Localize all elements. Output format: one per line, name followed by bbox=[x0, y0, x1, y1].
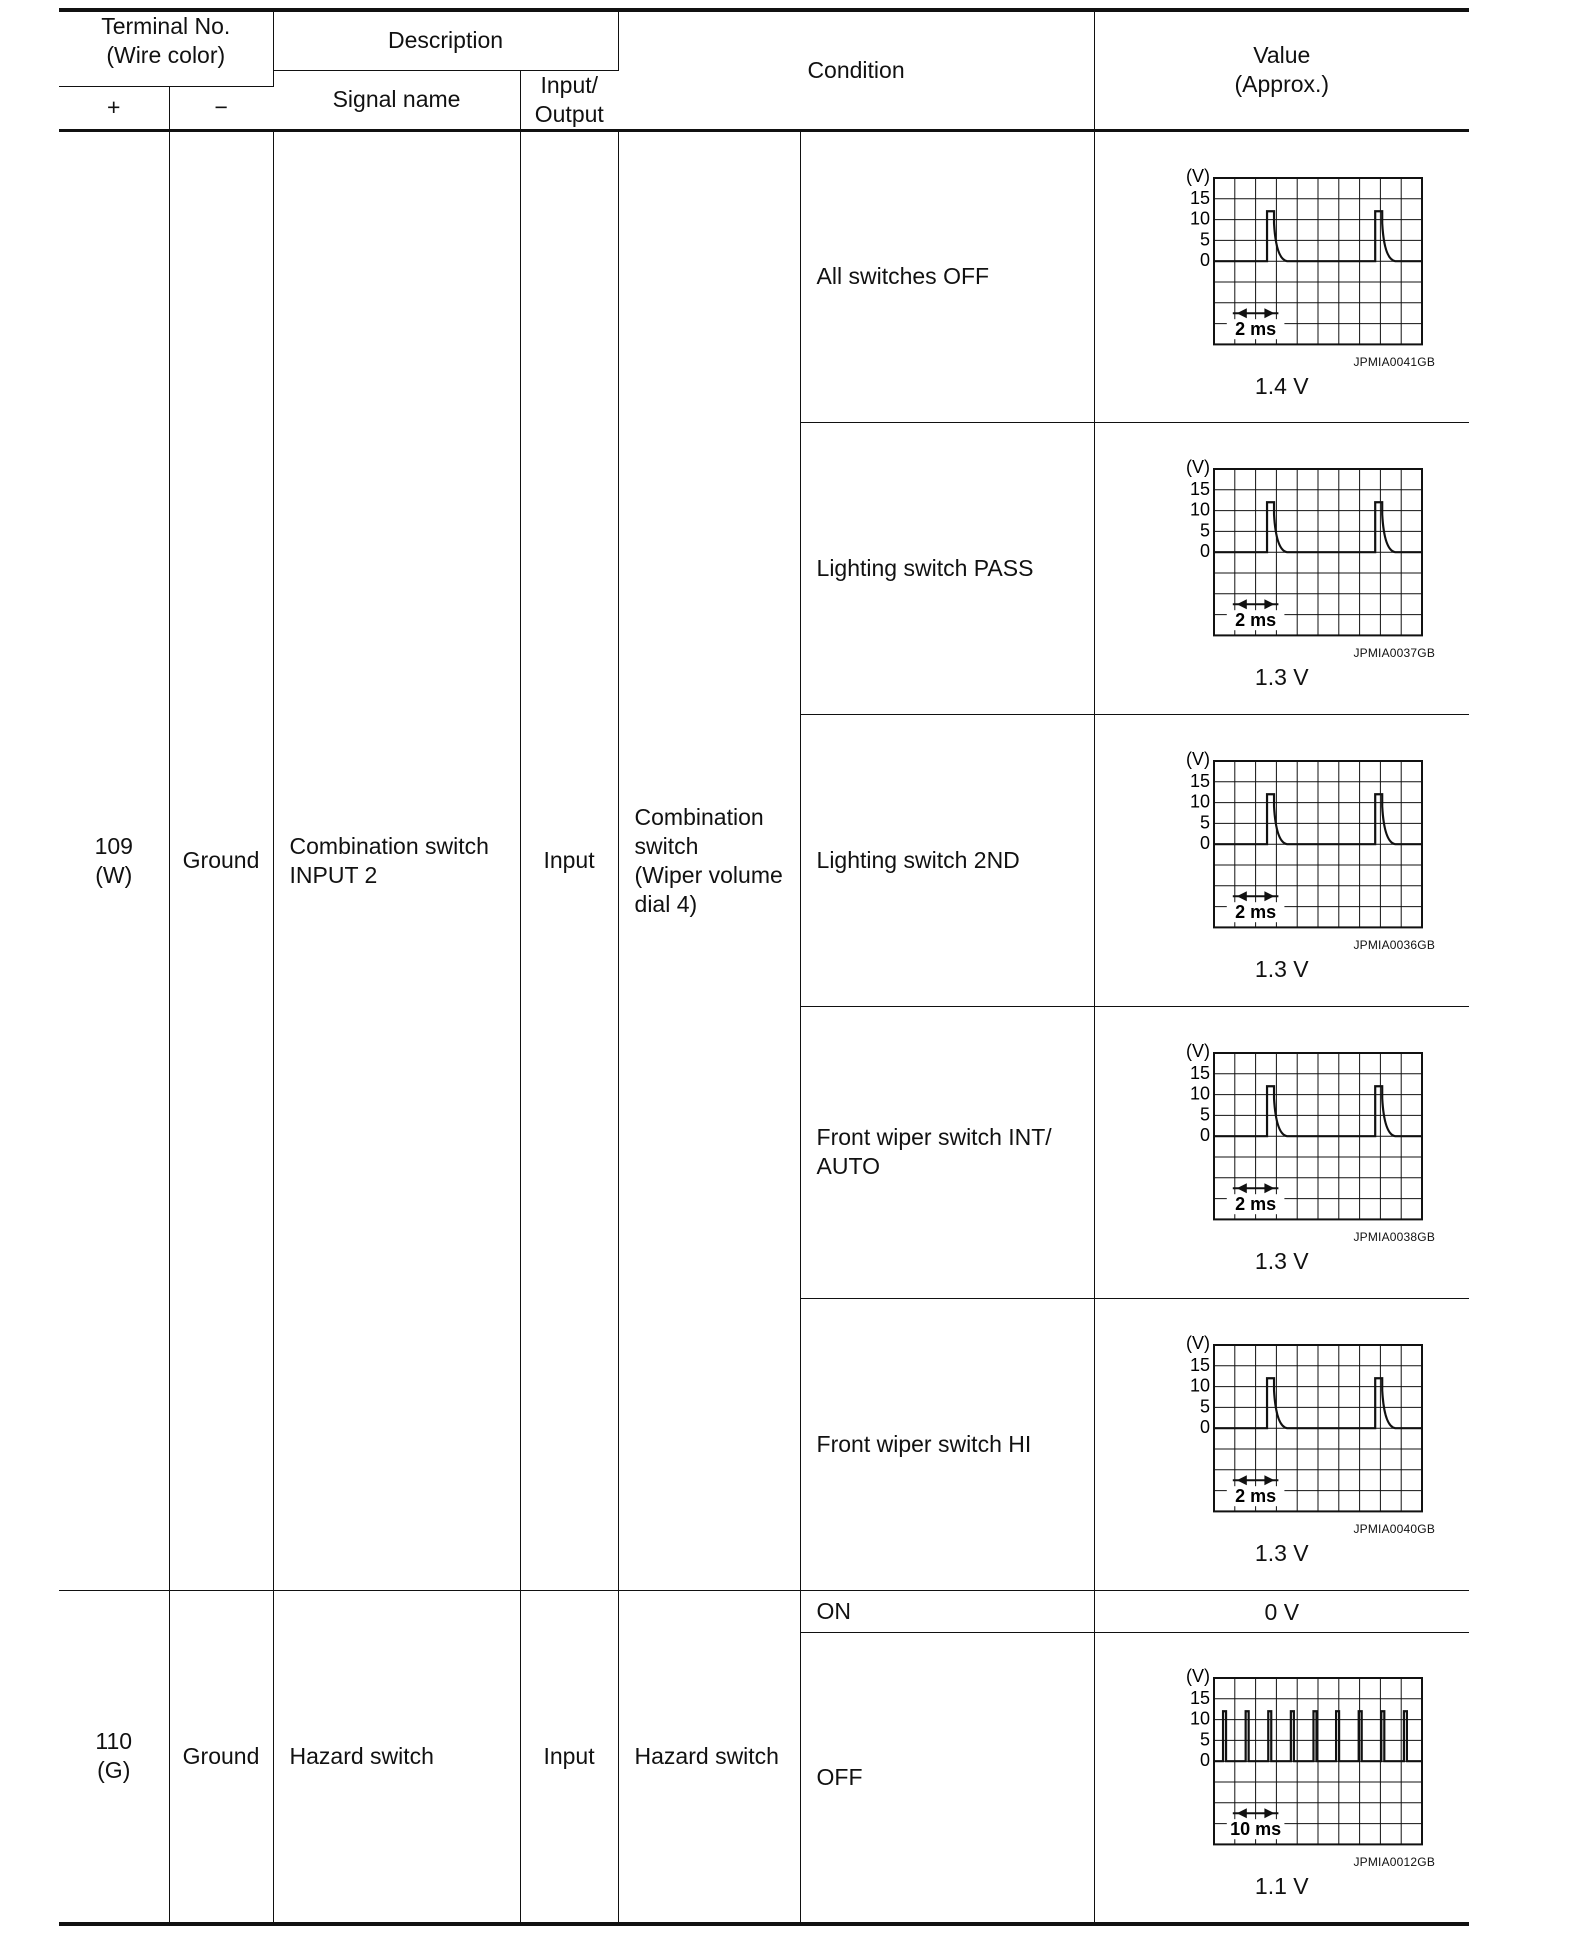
condition-109: Combination switch (Wiper volume dial 4) bbox=[618, 130, 800, 1590]
y-tick-label: 5 bbox=[1199, 520, 1210, 541]
sub-condition: OFF bbox=[800, 1632, 1094, 1924]
condition-110: Hazard switch bbox=[618, 1590, 800, 1924]
time-arrow-right bbox=[1264, 1475, 1274, 1485]
sub-condition: Front wiper switch HI bbox=[800, 1298, 1094, 1590]
y-tick-label: 15 bbox=[1189, 187, 1210, 208]
y-tick-label: 0 bbox=[1199, 1125, 1210, 1146]
value-cell bbox=[1094, 1632, 1469, 1924]
value-cell bbox=[1094, 714, 1469, 1006]
value-cell bbox=[1094, 1006, 1469, 1298]
y-tick-label: 10 bbox=[1189, 1708, 1210, 1729]
figure-code: JPMIA0038GB bbox=[1353, 1230, 1436, 1244]
waveform-chart bbox=[1132, 1029, 1432, 1229]
time-scale-label: 2 ms bbox=[1234, 318, 1276, 339]
y-tick-label: 10 bbox=[1189, 791, 1210, 812]
y-axis-label: (V) bbox=[1185, 1333, 1210, 1353]
time-scale-label: 2 ms bbox=[1234, 1486, 1276, 1507]
terminal-109: 109 (W) bbox=[59, 130, 169, 1590]
ground-110: Ground bbox=[169, 1590, 273, 1924]
time-scale-label: 2 ms bbox=[1234, 610, 1276, 631]
y-tick-label: 5 bbox=[1199, 1396, 1210, 1417]
y-tick-label: 0 bbox=[1199, 541, 1210, 562]
sub-condition: ON bbox=[800, 1590, 1094, 1632]
io-109: Input bbox=[520, 130, 618, 1590]
header-input-output: Input/ Output bbox=[520, 70, 618, 130]
y-axis-label: (V) bbox=[1185, 165, 1210, 186]
header-value: Value (Approx.) bbox=[1094, 10, 1469, 130]
ground-109: Ground bbox=[169, 130, 273, 1590]
header-minus: − bbox=[169, 87, 273, 130]
y-tick-label: 0 bbox=[1199, 1750, 1210, 1771]
time-arrow-right bbox=[1264, 891, 1274, 901]
waveform-chart bbox=[1132, 154, 1432, 354]
time-arrow-left bbox=[1237, 599, 1247, 609]
time-scale-label: 2 ms bbox=[1234, 902, 1276, 923]
y-axis-label: (V) bbox=[1185, 457, 1210, 477]
terminal-110: 110 (G) bbox=[59, 1590, 169, 1924]
y-tick-label: 0 bbox=[1199, 1417, 1210, 1438]
value-reading: 1.3 V bbox=[1254, 1248, 1309, 1274]
y-tick-label: 15 bbox=[1189, 1354, 1210, 1375]
y-tick-label: 0 bbox=[1199, 833, 1210, 854]
y-axis-label: (V) bbox=[1185, 1666, 1210, 1687]
terminal-spec-table bbox=[59, 8, 1469, 1926]
y-axis-label: (V) bbox=[1185, 749, 1210, 769]
figure-code: JPMIA0040GB bbox=[1353, 1522, 1436, 1536]
waveform-chart bbox=[1132, 1654, 1432, 1854]
sub-condition: Front wiper switch INT/ AUTO bbox=[800, 1006, 1094, 1298]
waveform-chart bbox=[1132, 445, 1432, 645]
header-condition: Condition bbox=[618, 10, 1094, 130]
value-reading: 1.3 V bbox=[1254, 1540, 1309, 1566]
value-reading: 1.4 V bbox=[1254, 372, 1309, 399]
y-tick-label: 15 bbox=[1189, 1062, 1210, 1083]
time-scale-label: 2 ms bbox=[1234, 1194, 1276, 1215]
y-tick-label: 10 bbox=[1189, 1375, 1210, 1396]
value-cell bbox=[1094, 422, 1469, 714]
y-tick-label: 15 bbox=[1189, 770, 1210, 791]
y-axis-label: (V) bbox=[1185, 1041, 1210, 1061]
y-tick-label: 15 bbox=[1189, 478, 1210, 499]
y-tick-label: 5 bbox=[1199, 228, 1210, 249]
header-terminal: Terminal No. (Wire color) bbox=[59, 10, 273, 70]
y-tick-label: 0 bbox=[1199, 249, 1210, 270]
signal-109: Combination switch INPUT 2 bbox=[273, 130, 520, 1590]
time-arrow-left bbox=[1237, 1808, 1247, 1818]
waveform-chart bbox=[1132, 1321, 1432, 1521]
time-arrow-left bbox=[1237, 308, 1247, 318]
time-arrow-left bbox=[1237, 1475, 1247, 1485]
waveform-chart bbox=[1132, 737, 1432, 937]
value-reading: 1.3 V bbox=[1254, 956, 1309, 982]
value-reading: 1.3 V bbox=[1254, 664, 1309, 690]
header-signal-name: Signal name bbox=[273, 70, 520, 130]
y-tick-label: 5 bbox=[1199, 812, 1210, 833]
y-tick-label: 10 bbox=[1189, 499, 1210, 520]
value-cell bbox=[1094, 130, 1469, 422]
time-arrow-left bbox=[1237, 891, 1247, 901]
time-arrow-right bbox=[1264, 1183, 1274, 1193]
sub-condition: Lighting switch 2ND bbox=[800, 714, 1094, 1006]
figure-code: JPMIA0036GB bbox=[1353, 938, 1436, 952]
time-arrow-right bbox=[1264, 1808, 1274, 1818]
y-tick-label: 10 bbox=[1189, 1083, 1210, 1104]
sub-condition: All switches OFF bbox=[800, 130, 1094, 422]
time-scale-label: 10 ms bbox=[1229, 1819, 1281, 1840]
time-arrow-right bbox=[1264, 599, 1274, 609]
y-tick-label: 5 bbox=[1199, 1104, 1210, 1125]
header-plus: + bbox=[59, 87, 169, 130]
signal-110: Hazard switch bbox=[273, 1590, 520, 1924]
y-tick-label: 10 bbox=[1189, 208, 1210, 229]
figure-code: JPMIA0037GB bbox=[1353, 646, 1436, 660]
value-reading: 1.1 V bbox=[1254, 1873, 1309, 1900]
y-tick-label: 5 bbox=[1199, 1729, 1210, 1750]
value-reading: 0 V bbox=[1264, 1599, 1300, 1625]
figure-code: JPMIA0012GB bbox=[1353, 1855, 1436, 1870]
time-arrow-left bbox=[1237, 1183, 1247, 1193]
y-tick-label: 15 bbox=[1189, 1688, 1210, 1709]
sub-condition: Lighting switch PASS bbox=[800, 422, 1094, 714]
header-description: Description bbox=[273, 10, 618, 70]
header-terminal-spacer bbox=[59, 70, 273, 87]
value-cell bbox=[1094, 1590, 1469, 1632]
io-110: Input bbox=[520, 1590, 618, 1924]
figure-code: JPMIA0041GB bbox=[1353, 354, 1436, 369]
value-cell bbox=[1094, 1298, 1469, 1590]
time-arrow-right bbox=[1264, 308, 1274, 318]
